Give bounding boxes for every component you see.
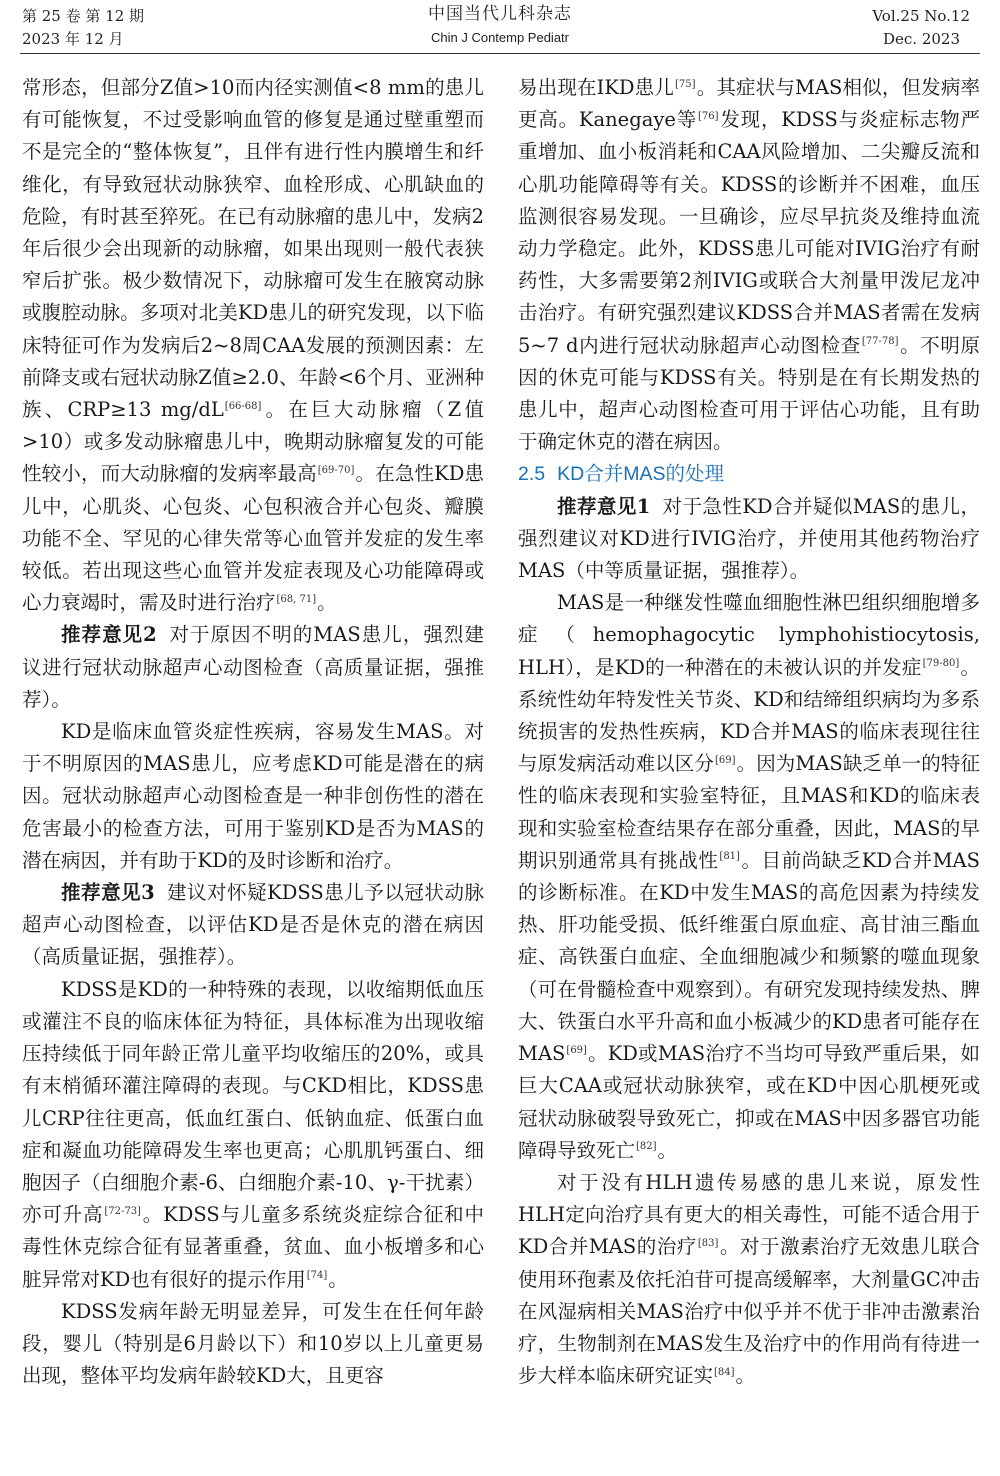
header-journal-title-cn: 中国当代儿科杂志 <box>428 4 572 24</box>
body-paragraph <box>22 716 484 877</box>
recommendation-label: 推荐意见3 <box>61 881 155 905</box>
text-run: KDSS发病年龄无明显差异，可发生在任何年龄段，婴儿（特别是6月龄以下）和10岁以上儿童更易出现，整体平均发病年龄较KD大，且更容 <box>22 1299 484 1388</box>
header-rule <box>20 53 980 54</box>
text-run: 常形态，但部分Z值>10而内径实测值<8 mm的患儿有可能恢复，不过受影响血管的修复是通过壁重塑而不是完全的“整体恢复”，且伴有进行性内膜增生和纤维化，有导致冠状动脉狭窄、血栓形成、心肌缺血的危险，有时甚至猝死。在已有动脉瘤的患儿中，发病2年后很少会出现新的动脉瘤，如果出现则一般代表狭窄后扩张。极少数情况下，动脉瘤可发生在腋窝动脉或腹腔动脉。多项对北美KD患儿的研究发现，以下临床特征可作为发病后2~8周CAA发展的预测因素：左前降支或右冠状动脉Z值≥2.0、年龄<6个月、亚洲种族、CRP≥13 mg/dL <box>22 76 484 422</box>
citation-ref: [84] <box>714 1366 735 1378</box>
citation-ref: [69] <box>566 1044 587 1056</box>
text-run: 对于急性KD合并疑似MAS的患儿，强烈建议对KD进行IVIG治疗，并使用其他药物治疗MAS（中等质量证据，强推荐）。 <box>518 494 980 583</box>
left-column <box>22 72 484 1392</box>
text-run: KD是临床血管炎症性疾病，容易发生MAS。对于不明原因的MAS患儿，应考虑KD可能是潜在的病因。冠状动脉超声心动图检查是一种非创伤性的潜在危害最小的检查方法，可用于鉴别KD是否为MAS的潜在病因，并有助于KD的及时诊断和治疗。 <box>22 720 484 872</box>
header-volume-issue-en: Vol.25 No.12 <box>872 7 970 25</box>
text-run: 建议对怀疑KDSS患儿予以冠状动脉超声心动图检查，以评估KD是否是休克的潜在病因（高质量证据，强推荐）。 <box>22 881 484 969</box>
citation-ref: [74] <box>306 1270 328 1282</box>
recommendation-paragraph <box>22 619 484 716</box>
right-column <box>518 72 980 1392</box>
citation-ref: [69-70] <box>317 464 355 476</box>
text-run: 。不明原因的休克可能与KDSS有关。特别是在有长期发热的患儿中，超声心动图检查可用于评估心功能，且有助于确定休克的潜在病因。 <box>518 333 980 454</box>
text-run: 发现，KDSS与炎症标志物严重增加、血小板消耗和CAA风险增加、二尖瓣反流和心肌功能障碍等有关。KDSS的诊断并不困难，血压监测很容易发现。一旦确诊，应尽早抗炎及维持血流动力学稳定。此外，KDSS患儿可能对IVIG治疗有耐药性，大多需要第2剂IVIG或联合大剂量甲泼尼龙冲击治疗。有研究强烈建议KDSS合并MAS者需在发病5~7 d内进行冠状动脉超声心动图检查 <box>518 108 980 357</box>
body-paragraph <box>518 1167 980 1392</box>
citation-ref: [75] <box>675 78 696 90</box>
citation-ref: [79-80] <box>922 658 960 670</box>
text-run: 对于没有HLH遗传易感的患儿来说，原发性HLH定向治疗具有更大的相关毒性，可能不适合用于KD合并MAS的治疗 <box>518 1170 980 1259</box>
citation-ref: [83] <box>697 1237 719 1249</box>
citation-ref: [69] <box>714 754 736 766</box>
section-number: 2.5 <box>518 463 546 486</box>
body-paragraph <box>22 1296 484 1393</box>
running-header <box>0 0 1000 56</box>
text-run: 。KD或MAS治疗不当均可导致严重后果，如巨大CAA或冠状动脉狭窄，或在KD中因心肌梗死或冠状动脉破裂导致死亡，抑或在MAS中因多器官功能障碍导致死亡 <box>518 1042 980 1162</box>
text-run: KDSS是KD的一种特殊的表现，以收缩期低血压或灌注不良的临床体征为特征，具体标准为出现收缩压持续低于同年龄正常儿童平均收缩压的20%，或具有末梢循环灌注障碍的表现。与CKD相比，KDSS患儿CRP往往更高，低血红蛋白、低钠血症、低蛋白血症和凝血功能障碍发生率也更高；心肌肌钙蛋白、细胞因子（白细胞介素-6、白细胞介素-10、γ-干扰素）亦可升高 <box>22 977 484 1227</box>
recommendation-label: 推荐意见1 <box>557 494 651 518</box>
recommendation-label: 推荐意见2 <box>61 623 157 647</box>
citation-ref: [81] <box>719 851 740 863</box>
header-volume-issue-cn: 第 25 卷 第 12 期 <box>22 7 145 25</box>
body-paragraph <box>22 974 484 1296</box>
text-run: 。 <box>317 591 337 615</box>
citation-ref: [68, 71] <box>276 593 317 605</box>
citation-ref: [82] <box>636 1141 657 1153</box>
text-run: 。因为MAS缺乏单一的特征性的临床表现和实验室特征，且MAS和KD的临床表现和实验室检查结果存在部分重叠，因此，MAS的早期识别通常具有挑战性 <box>518 752 980 872</box>
text-run: 。 <box>735 1364 756 1388</box>
text-run: 易出现在IKD患儿 <box>518 76 675 99</box>
section-heading <box>518 458 980 490</box>
recommendation-paragraph <box>518 491 980 588</box>
citation-ref: [72-73] <box>104 1205 141 1217</box>
section-title: KD合并MAS的处理 <box>557 463 724 486</box>
text-run: 。系统性幼年特发性关节炎、KD和结缔组织病均为多系统损害的发热性疾病，KD合并MAS的临床表现往往与原发病活动难以区分 <box>518 655 980 776</box>
body-paragraph <box>518 587 980 1167</box>
header-journal-title-en: Chin J Contemp Pediatr <box>430 30 569 45</box>
citation-ref: [76] <box>698 110 719 122</box>
text-run: 。对于激素治疗无效患儿联合使用环孢素及依托泊苷可提高缓解率，大剂量GC冲击在风湿病相关MAS治疗中似乎并不优于非冲击激素治疗，生物制剂在MAS发生及治疗中的作用尚有待进一步大样本临床研究证实 <box>518 1235 980 1388</box>
text-run: 。在急性KD患儿中，心肌炎、心包炎、心包积液合并心包炎、瓣膜功能不全、罕见的心律失常等心血管并发症的发生率较低。若出现这些心血管并发症表现及心功能障碍或心力衰竭时，需及时进行治疗 <box>22 462 484 615</box>
text-run: 。其症状与MAS相似，但发病率更高。Kanegaye等 <box>518 76 980 132</box>
body-paragraph <box>22 72 484 619</box>
text-run: 对于原因不明的MAS患儿，强烈建议进行冠状动脉超声心动图检查（高质量证据，强推荐）。 <box>22 623 484 711</box>
recommendation-paragraph <box>22 877 484 974</box>
header-date-en: Dec. 2023 <box>882 30 960 48</box>
citation-ref: [77-78] <box>861 336 899 348</box>
body-paragraph <box>518 72 980 458</box>
text-run: 。 <box>657 1138 678 1162</box>
citation-ref: [66-68] <box>224 400 262 412</box>
header-date-cn: 2023 年 12 月 <box>22 30 124 48</box>
text-run: MAS是一种继发性噬血细胞性淋巴组织细胞增多症（hemophagocytic lymphohistiocytosis, HLH），是KD的一种潜在的未被认识的并发症 <box>518 591 980 679</box>
text-run: 。目前尚缺乏KD合并MAS的诊断标准。在KD中发生MAS的高危因素为持续发热、肝功能受损、低纤维蛋白原血症、高甘油三酯血症、高铁蛋白血症、全血细胞减少和频繁的噬血现象（可在骨髓检查中观察到）。有研究发现持续发热、脾大、铁蛋白水平升高和血小板减少的KD患者可能存在MAS <box>518 848 980 1066</box>
text-run: 。 <box>328 1267 348 1291</box>
text-run: 。KDSS与儿童多系统炎症综合征和中毒性休克综合征有显著重叠，贫血、血小板增多和心脏异常对KD也有很好的提示作用 <box>22 1203 484 1291</box>
text-run: 。在巨大动脉瘤（Z值>10）或多发动脉瘤患儿中，晚期动脉瘤复发的可能性较小，而大动脉瘤的发病率最高 <box>22 398 484 486</box>
